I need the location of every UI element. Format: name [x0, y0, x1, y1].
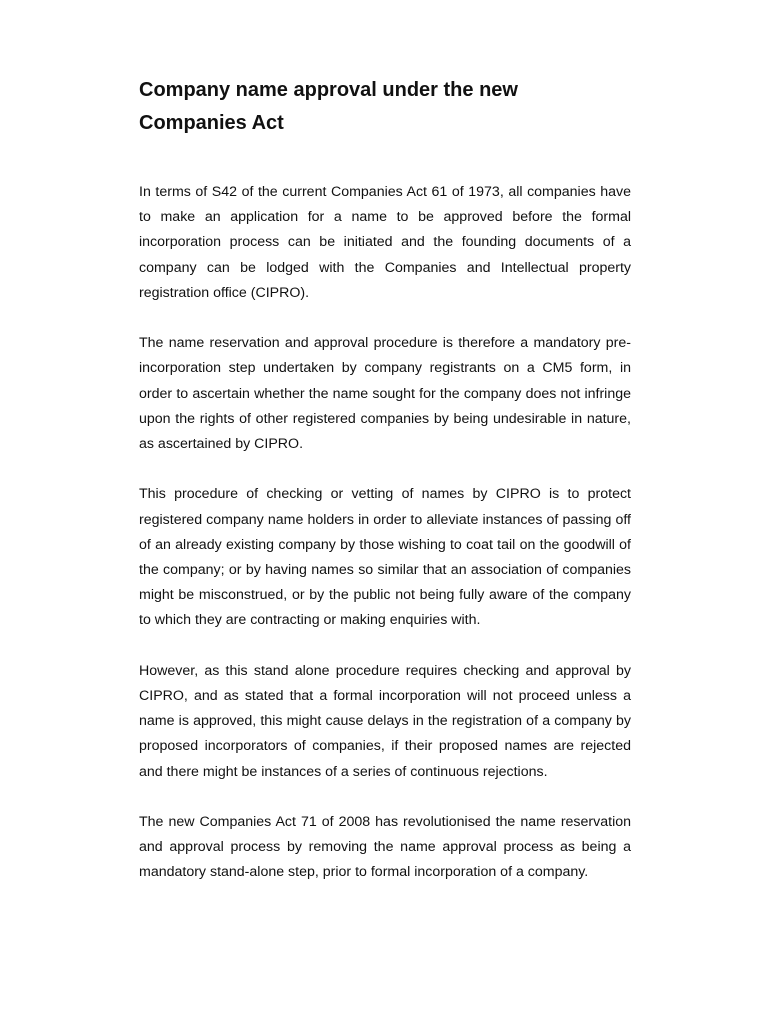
paragraph-5: The new Companies Act 71 of 2008 has revolutionised the name reservation and approval process by removing the name approval process as being a mandatory stand-alone step, prior to formal incorporation of a company. [139, 814, 631, 881]
document-body [139, 74, 631, 911]
paragraph-2: The name reservation and approval procedure is therefore a mandatory pre-incorporation step undertaken by company registrants on a CM5 form, in order to ascertain whether the name sought for the company does not infringe upon the rights of other registered companies by being undesirable in nature, as ascertained by CIPRO. [139, 335, 631, 453]
paragraph-4: However, as this stand alone procedure requires checking and approval by CIPRO, and as stated that a formal incorporation will not proceed unless a name is approved, this might cause delays in the registration of a company by proposed incorporators of companies, if their proposed names are rejected and there might be instances of a series of continuous rejections. [139, 662, 631, 780]
paragraph-3: This procedure of checking or vetting of names by CIPRO is to protect registered company name holders in order to alleviate instances of passing off of an already existing company by those wishing to coat tail on the goodwill of the company; or by having names so similar that an association of companies might be misconstrued, or by the public not being fully aware of the company to which they are contracting or making enquiries with. [139, 486, 631, 629]
document-title: Company name approval under the new Companies Act [139, 79, 518, 134]
paragraph-1: In terms of S42 of the current Companies Act 61 of 1973, all companies have to make an application for a name to be approved before the formal incorporation process can be initiated and the founding documents of a company can be lodged with the Companies and Intellectual property registration office (CIPRO). [139, 184, 631, 301]
